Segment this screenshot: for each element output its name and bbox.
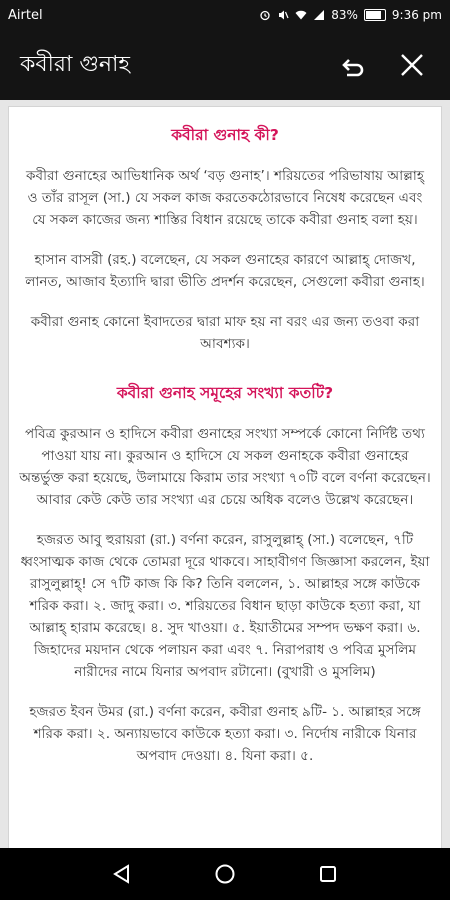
content-scroll-area[interactable]: [0, 100, 450, 848]
paragraph: হজরত ইবন উমর (রা.) বর্ণনা করেন, কবীরা গুনাহ ৯টি- ১. আল্লাহর সঙ্গে শরিক করা। ২. অন্যায়ভাবে কাউকে হত্যা করা। ৩. নির্দোষ নারীকে যিনার অপবাদ দেওয়া। ৪. যিনা করা। ৫.: [29, 704, 421, 764]
wifi-icon: [295, 9, 307, 21]
section-heading-what: কবীরা গুনাহ কী?: [171, 126, 279, 144]
paragraph: হাসান বাসরী (রহ.) বলেছেন, যে সকল গুনাহের কারণে আল্লাহ্ দোজখ, লানত, আজাব ইত্যাদি দ্বারা ভীতি প্রদর্শন করেছেন, সেগুলো কবীরা গুনাহ।: [25, 252, 425, 290]
signal-icon: [313, 9, 325, 21]
paragraph: হজরত আবু হুরায়রা (রা.) বর্ণনা করেন, রাসুলুল্লাহ্ (সা.) বলেছেন, ৭টি ধ্বংসাত্মক কাজ থেকে তোমরা দূরে থাকবে। সাহাবীগণ জিজ্ঞাসা করলেন, ইয়া রাসুলুল্লাহ্! সে ৭টি কাজ কি কি? তিনি বললেন, ১. আল্লাহর সঙ্গে কাউকে শরিক করা। ২. জাদু করা। ৩. শরিয়তের বিধান ছাড়া কাউকে হত্যা করা, যা আল্লাহ্ হারাম করেছে। ৪. সুদ খাওয়া। ৫. ইয়াতীমের সম্পদ ভক্ষণ করা। ৬. জিহাদের ময়দান থেকে পলায়ন করা এবং ৭. নিরাপরাধ ও পবিত্র মুসলিম নারীদের নামে যিনার অপবাদ রটানো। (বুখারী ও মুসলিম): [20, 532, 430, 680]
carrier-label: Airtel: [8, 7, 43, 23]
app-title: কবীরা গুনাহ: [20, 51, 130, 77]
paragraph: পবিত্র কুরআন ও হাদিসে কবীরা গুনাহের সংখ্যা সম্পর্কে কোনো নির্দিষ্ট তথ্য পাওয়া যায় না। কুরআন ও হাদিসে যে সকল গুনাহকে কবীরা গুনাহের অন্তর্ভুক্ত করা হয়েছে, উলামায়ে কিরাম তার সংখ্যা ৭০টি বলে বর্ণনা করেছেন। আবার কেউ কেউ তার সংখ্যা এর চেয়ে অধিক বলেও উল্লেখ করেছেন।: [19, 426, 431, 508]
battery-percent: 83%: [331, 8, 358, 22]
home-button[interactable]: [205, 854, 245, 894]
status-icons: [259, 8, 442, 22]
back-icon: [110, 862, 134, 886]
back-button[interactable]: [102, 854, 142, 894]
alarm-icon: [259, 9, 271, 21]
close-button[interactable]: [394, 47, 430, 83]
app-bar: [0, 30, 450, 100]
undo-button[interactable]: [334, 47, 370, 83]
section-heading-count: কবীরা গুনাহ সমূহের সংখ্যা কতটি?: [116, 384, 334, 402]
paragraph: কবীরা গুনাহ কোনো ইবাদতের দ্বারা মাফ হয় না বরং এর জন্য তওবা করা আবশ্যক।: [30, 314, 420, 352]
close-icon: [399, 52, 425, 78]
undo-icon: [338, 51, 366, 79]
article-card: [8, 106, 442, 848]
battery-icon: [364, 9, 386, 21]
paragraph: কবীরা গুনাহের আভিধানিক অর্থ ‘বড় গুনাহ’। শরিয়তের পরিভাষায় আল্লাহ্ ও তাঁর রাসূল (সা.) যে সকল কাজ করতেকঠোরভাবে নিষেধ করেছেন এবং যে সকল কাজের জন্য শাস্তির বিধান রয়েছে তাকে কবীরা গুনাহ বলা হয়।: [26, 168, 424, 228]
mute-icon: [277, 9, 289, 21]
system-nav-bar: [0, 848, 450, 900]
recents-icon: [316, 862, 340, 886]
status-bar: [0, 0, 450, 30]
recents-button[interactable]: [308, 854, 348, 894]
home-icon: [213, 862, 237, 886]
clock-time: 9:36 pm: [391, 8, 442, 22]
